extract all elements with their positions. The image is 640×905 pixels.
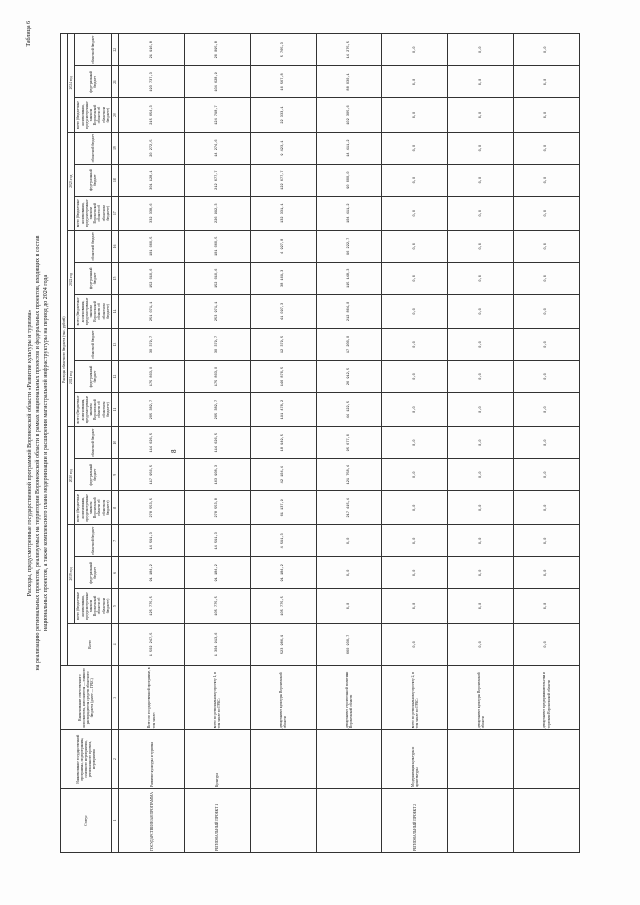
row-value: 12 379,5 [250,328,316,360]
row-value: 0,0 [316,524,382,556]
row-value: 0,0 [316,556,382,588]
header-year: 2022 год [68,230,75,328]
row-status: РЕГИОНАЛЬНЫЙ ПРОЕКТ 2 [382,788,448,852]
header-all: всего (бюджетные ассигнования, предусмотренные законом Воронежской области об областном бюджете) [75,196,112,230]
row-value: 14 591,3 [119,524,185,556]
row-value: 205 382,7 [119,392,185,426]
column-number: 20 [112,97,119,131]
row-grbs: всего по региональному проекту 1, в том числе по ГРБС: [185,665,251,729]
row-value: 91 184,2 [250,556,316,588]
row-value: 0,0 [382,230,448,262]
row-value: 0,0 [382,65,448,97]
header-regional: областной бюджет [75,33,112,65]
row-value: 0,0 [382,426,448,458]
row-grbs: департамент предпринимательства и торговли Воронежской области [514,665,580,729]
row-value: 0,0 [382,458,448,490]
row-value: 121 758,4 [316,458,382,490]
row-value: 0,0 [514,392,580,426]
row-value: 175 803,0 [185,360,251,392]
row-value: 0,0 [448,33,514,65]
row-value: 1 304 913,6 [185,623,251,666]
row-value: 0,0 [382,392,448,426]
row-name [448,729,514,788]
header-year: 2020 год [68,426,75,524]
row-value: 215 654,3 [119,97,185,131]
row-value: 117 956,5 [119,458,185,490]
header-all: всего (бюджетные ассигнования, предусмотренные законом Воронежской области об областном бюджете) [75,588,112,622]
row-value: 22 333,1 [250,97,316,131]
row-value: 0,0 [382,262,448,294]
row-value: 42 104,4 [250,458,316,490]
row-status: ГОСУДАРСТВЕННАЯ ПРОГРАММА [119,788,185,852]
row-value: 96 222,7 [316,230,382,262]
row-value: 152 010,6 [119,262,185,294]
row-value: 16 567,8 [250,65,316,97]
row-value: 41 097,3 [250,294,316,328]
header-regional: областной бюджет [75,230,112,262]
row-value: 0,0 [382,196,448,230]
header-regional: областной бюджет [75,132,112,164]
row-value: 0,0 [514,294,580,328]
row-value: 1 502 247,5 [119,623,185,666]
row-value: 253 971,1 [185,294,251,328]
row-value: 20 095,8 [185,33,251,65]
header-grbs: Наименование ответственного исполнителя, исполнителя — главного распорядителя средств областного бюджета (далее — ГРБС) [61,665,112,729]
row-value: 278 553,8 [185,490,251,524]
row-value: 0,0 [514,588,580,622]
row-value: 0,0 [514,65,580,97]
row-value: 0,0 [514,196,580,230]
row-value: 0,0 [448,623,514,666]
row-value: 523 986,9 [250,623,316,666]
row-value: 0,0 [448,458,514,490]
header-year: 2019 год [68,524,75,622]
row-value: 0,0 [514,556,580,588]
header-total: Всего [68,623,112,666]
column-number: 6 [112,556,119,588]
row-value: 124 798,7 [185,97,251,131]
row-value: 30 379,7 [185,328,251,360]
table-row [514,33,580,852]
document-title [26,43,50,863]
column-number: 4 [112,623,119,666]
column-number: 14 [112,294,119,328]
header-regional: областной бюджет [75,524,112,556]
row-value: 217 415,4 [316,490,382,524]
column-number: 13 [112,328,119,360]
row-value: 115 148,3 [316,262,382,294]
row-value: 26 912,5 [316,360,382,392]
row-value: 4 927,8 [250,230,316,262]
row-value: 226 992,3 [185,196,251,230]
header-program-name: Наименование государственной программы, подпрограммы, основного мероприятия, регионального проекта, мероприятия [61,729,112,788]
row-value: 114 626,5 [119,426,185,458]
row-value: 0,0 [448,65,514,97]
header-expenses-caption: Расходы областного бюджета (тыс. рублей) [61,33,68,665]
row-value: 0,0 [448,490,514,524]
row-value: 212 677,7 [185,164,251,196]
column-number: 17 [112,196,119,230]
row-value: 104 628,9 [185,65,251,97]
row-value: 278 553,5 [119,490,185,524]
column-number: 3 [112,665,119,729]
header-all: всего (бюджетные ассигнования, предусмотренные законом Воронежской области об областном бюджете) [75,490,112,524]
row-grbs: департамент строительной политики Воронежской области [316,665,382,729]
row-value: 0,0 [382,294,448,328]
row-value: 105 775,5 [250,588,316,622]
row-grbs: департамент культуры Воронежской области [250,665,316,729]
row-value: 660 930,7 [316,623,382,666]
row-grbs: департамент культуры Воронежской области [448,665,514,729]
table-row [250,33,316,852]
table-row [316,33,382,852]
row-value: 0,0 [316,588,382,622]
row-value: 14 275,5 [316,33,382,65]
header-year: 2024 год [68,33,75,132]
column-number: 15 [112,262,119,294]
header-status: Статус [61,788,112,852]
row-value: 0,0 [448,164,514,196]
row-value: 104 411,2 [316,196,382,230]
row-value: 0,0 [448,262,514,294]
row-value: 5 765,3 [250,33,316,65]
header-federal: феде-ральный бюджет [75,556,112,588]
row-value: 146 870,5 [250,360,316,392]
row-value: 21 916,8 [119,33,185,65]
row-value: 88 030,1 [316,65,382,97]
row-value: 251 071,1 [119,294,185,328]
table-row [119,33,185,852]
column-number: 22 [112,33,119,65]
row-value: 9 423,1 [250,132,316,164]
row-value: 0,0 [448,556,514,588]
row-value: 0,0 [382,164,448,196]
row-value: 132 331,1 [250,196,316,230]
row-value: 0,0 [382,556,448,588]
row-value: 20 272,5 [119,132,185,164]
header-regional: областной бюджет [75,328,112,360]
row-value: 91 184,2 [185,556,251,588]
row-value: 301 128,1 [119,164,185,196]
row-grbs: всего по региональному проекту 2, в том числе по ГРБС: [382,665,448,729]
table-row [185,33,251,852]
row-value: 191 478,2 [250,392,316,426]
row-value: 163 908,3 [185,458,251,490]
header-col-numbers [112,33,119,852]
column-number: 19 [112,132,119,164]
column-number: 12 [112,360,119,392]
row-value: 0,0 [382,328,448,360]
row-value: 38 169,3 [250,262,316,294]
header-year: 2023 год [68,132,75,230]
row-value: 0,0 [448,97,514,131]
row-value: 0,0 [382,623,448,666]
table-body [119,33,580,852]
row-value: 90 000,0 [316,164,382,196]
row-value: 0,0 [448,196,514,230]
row-value: 105 775,5 [185,588,251,622]
title-line: на реализацию региональных проектов, реализуемых на территории Воронежской области в рамках национальных проектов и федеральных проектов, входящих в состав [35,235,41,670]
row-value: 0,0 [514,623,580,666]
row-value: 0,0 [382,588,448,622]
row-value: 0,0 [448,294,514,328]
row-value: 0,0 [448,426,514,458]
row-value: 0,0 [448,392,514,426]
row-value: 0,0 [514,164,580,196]
column-number: 5 [112,588,119,622]
header-row-1 [61,33,68,852]
header-federal: феде-ральный бюджет [75,262,112,294]
row-value: 0,0 [448,328,514,360]
column-number: 10 [112,426,119,458]
row-value: 0,0 [382,360,448,392]
row-value: 17 200,0 [316,328,382,360]
row-value: 101 060,5 [185,230,251,262]
row-value: 0,0 [448,360,514,392]
row-value: 0,0 [382,490,448,524]
title-line: национальных проектов, а также комплексного плана модернизации и расширения магистральной инфраструктуры на период до 2024 года [43,274,49,631]
table-row [382,33,448,852]
row-value: 193 737,3 [119,65,185,97]
row-status [448,788,514,852]
row-value: 175 803,0 [119,360,185,392]
row-value: 4 591,3 [250,524,316,556]
header-all: всего (бюджетные ассигнования, предусмотренные законом Воронежской области об областном бюджете) [75,294,112,328]
row-value: 44 122,5 [316,392,382,426]
row-name: Развитие культуры и туризма [119,729,185,788]
row-value: 0,0 [382,97,448,131]
row-value: 91 184,2 [119,556,185,588]
row-value: 101 060,5 [119,230,185,262]
row-status [316,788,382,852]
header-federal: феде-ральный бюджет [75,458,112,490]
row-value: 0,0 [514,524,580,556]
header-all: всего (бюджетные ассигнования, предусмотренные законом Воронежской области об областном бюджете) [75,97,112,131]
row-value: 0,0 [514,132,580,164]
header-regional: областной бюджет [75,426,112,458]
row-value: 152 010,6 [185,262,251,294]
column-number: 11 [112,392,119,426]
row-value: 0,0 [514,458,580,490]
column-number: 1 [112,788,119,852]
row-value: 114 626,5 [185,426,251,458]
row-value: 18 949,5 [250,426,316,458]
row-value: 0,0 [448,132,514,164]
row-value: 0,0 [448,588,514,622]
row-name: Культура [185,729,251,788]
row-value: 14 591,3 [185,524,251,556]
row-value: 14 274,6 [185,132,251,164]
row-value: 102 305,6 [316,97,382,131]
row-value: 0,0 [514,328,580,360]
table-row [448,33,514,852]
row-value: 125 775,5 [119,588,185,622]
row-grbs: Всего по государственной программе, в том числе: [119,665,185,729]
expenses-table [60,33,580,853]
row-value: 0,0 [514,262,580,294]
header-federal: феде-ральный бюджет [75,360,112,392]
row-value: 0,0 [514,97,580,131]
column-number: 21 [112,65,119,97]
column-number: 18 [112,164,119,196]
header-all: всего (бюджетные ассигнования, предусмотренные законом Воронежской области об областном бюджете) [75,392,112,426]
row-value: 0,0 [448,524,514,556]
column-number: 7 [112,524,119,556]
row-status [250,788,316,852]
row-value: 0,0 [514,230,580,262]
row-value: 0,0 [448,230,514,262]
row-name [316,729,382,788]
row-value: 332 338,6 [119,196,185,230]
row-value: 205 382,7 [185,392,251,426]
row-value: 0,0 [514,490,580,524]
header-federal: феде-ральный бюджет [75,65,112,97]
row-name [514,729,580,788]
table-tag: Таблица 6 [26,20,32,47]
header-year: 2021 год [68,328,75,426]
header-federal: феде-ральный бюджет [75,164,112,196]
row-value: 61 137,9 [250,490,316,524]
row-value: 14 411,2 [316,132,382,164]
title-line: Расходы, предусмотренные государственной программой Воронежской области «Развитие культуры и туризма» [27,309,33,596]
rotated-sheet [20,13,620,893]
row-value: 0,0 [514,426,580,458]
column-number: 16 [112,230,119,262]
page-mark: 8 [170,449,178,453]
column-number: 9 [112,458,119,490]
row-name [250,729,316,788]
row-value: 95 677,0 [316,426,382,458]
row-value: 30 379,7 [119,328,185,360]
column-number: 8 [112,490,119,524]
row-value: 0,0 [382,33,448,65]
row-value: 0,0 [382,524,448,556]
row-value: 0,0 [514,360,580,392]
row-value: 0,0 [514,33,580,65]
row-value: 122 677,7 [250,164,316,196]
row-value: 212 864,0 [316,294,382,328]
row-value: 0,0 [382,132,448,164]
row-status: РЕГИОНАЛЬНЫЙ ПРОЕКТ 1 [185,788,251,852]
row-status [514,788,580,852]
column-number: 2 [112,729,119,788]
row-name: Модернизация культуры и архитектуры [382,729,448,788]
